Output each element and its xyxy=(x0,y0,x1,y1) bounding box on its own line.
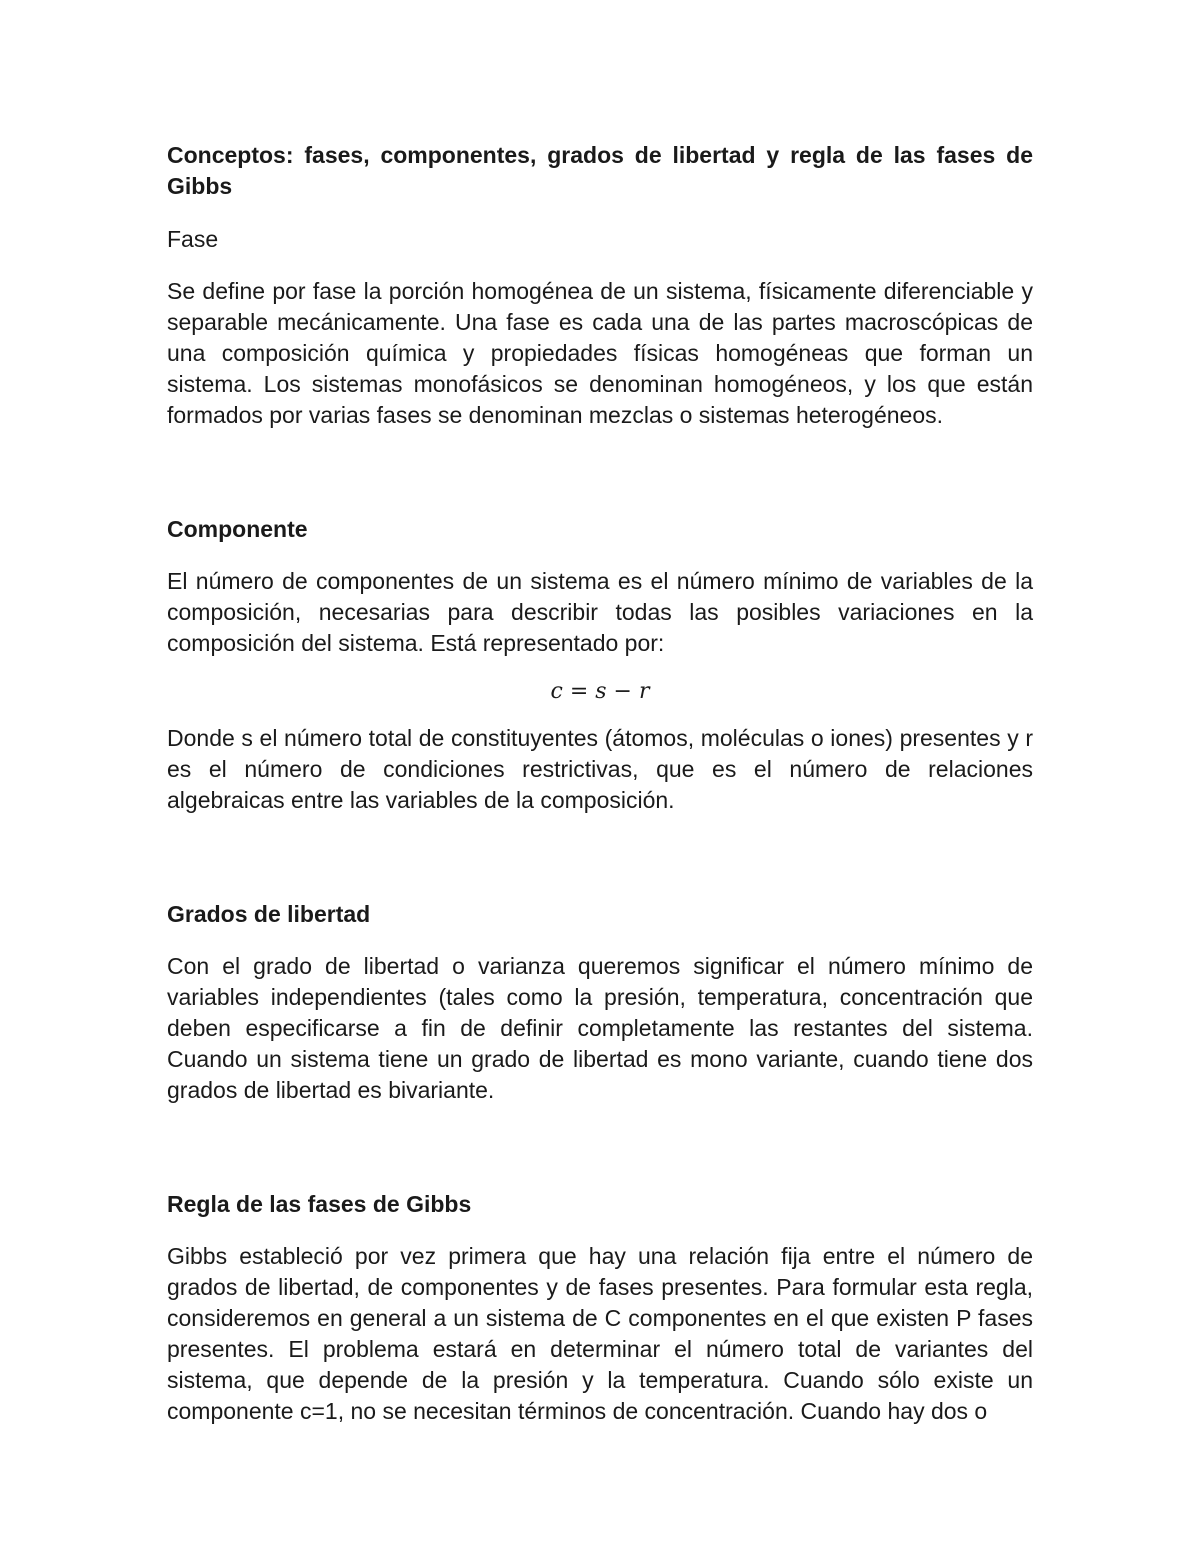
section-heading-componente: Componente xyxy=(167,516,308,542)
fase-paragraph: Se define por fase la porción homogénea de un sistema, físicamente diferenciable y separable mecánicamente. Una fase es cada una de las partes macroscópicas de una composición química y propiedades físicas homogéneas que forman un sistema. Los sistemas monofásicos se denominan homogéneos, y los que están formados por varias fases se denominan mezclas o sistemas heterogéneos. xyxy=(167,278,1033,428)
document-page xyxy=(167,140,1033,1427)
grados-paragraph: Con el grado de libertad o varianza queremos significar el número mínimo de variables independientes (tales como la presión, temperatura, concentración que deben especificarse a fin de definir completamente las restantes del sistema. Cuando un sistema tiene un grado de libertad es mono variante, cuando tiene dos grados de libertad es bivariante. xyxy=(167,953,1033,1103)
section-label-fase: Fase xyxy=(167,226,219,252)
componente-explanation: Donde s el número total de constituyentes (átomos, moléculas o iones) presentes y r es el número de condiciones restrictivas, que es el número de relaciones algebraicas entre las variables de la composición. xyxy=(167,725,1033,813)
section-heading-regla: Regla de las fases de Gibbs xyxy=(167,1191,472,1217)
section-heading-grados: Grados de libertad xyxy=(167,901,371,927)
regla-paragraph: Gibbs estableció por vez primera que hay una relación fija entre el número de grados de libertad, de componentes y de fases presentes. Para formular esta regla, consideremos en general a un sistema de C componentes en el que existen P fases presentes. El problema estará en determinar el número total de variantes del sistema, que depende de la presión y la temperatura. Cuando sólo existe un componente c=1, no se necesitan términos de concentración. Cuando hay dos o xyxy=(167,1243,1033,1424)
componente-formula: c = s − r xyxy=(550,679,650,704)
componente-paragraph: El número de componentes de un sistema es el número mínimo de variables de la composición, necesarias para describir todas las posibles variaciones en la composición del sistema. Está representado por: xyxy=(167,568,1033,656)
document-title: Conceptos: fases, componentes, grados de libertad y regla de las fases de Gibbs xyxy=(167,142,1033,199)
